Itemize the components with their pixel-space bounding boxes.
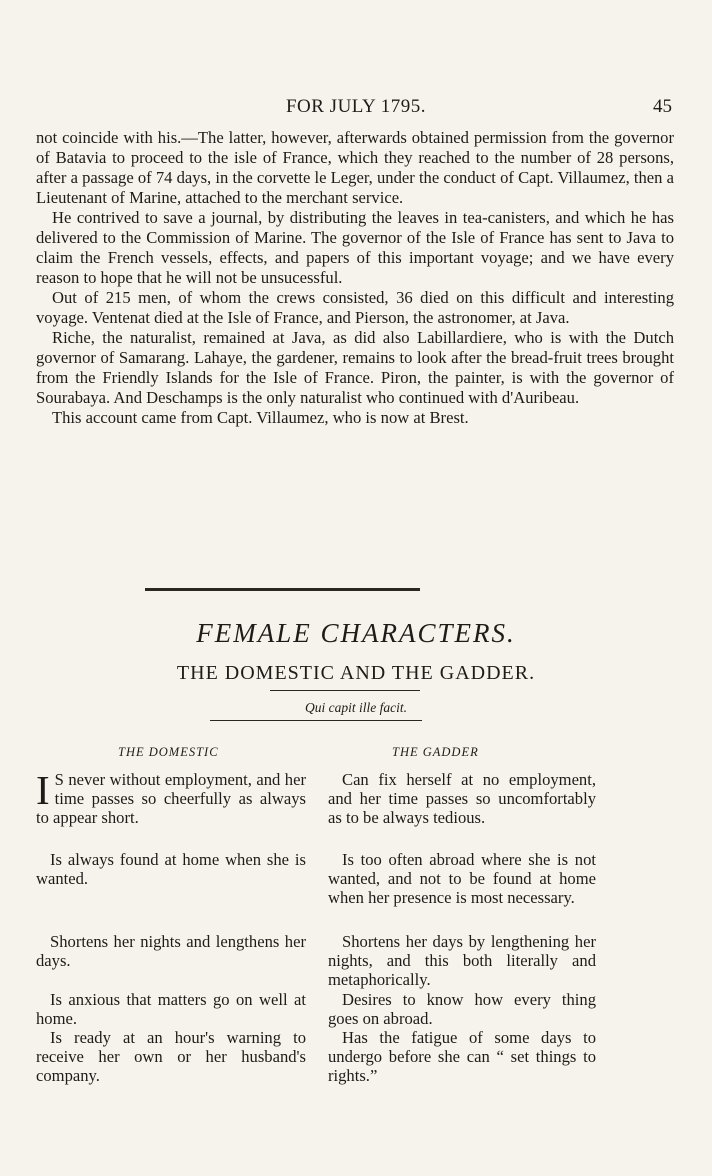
paragraph: Out of 215 men, of whom the crews consisted, 36 died on this difficult and interesting voyage. Ventenat died at the Isle of France, and Pierson, the astronomer, at Java. xyxy=(36,288,674,327)
paragraph: This account came from Capt. Villaumez, who is now at Brest. xyxy=(52,408,469,427)
gadder-text: Is too often abroad where she is not wanted, and not to be found at home when her presence is most necessary. xyxy=(328,850,596,907)
column-heading-gadder: THE GADDER xyxy=(392,745,479,759)
gadder-text: Shortens her days by lengthening her nights, and this both literally and metaphorically. xyxy=(328,932,596,989)
motto-rule xyxy=(210,720,422,721)
gadder-item xyxy=(328,1028,596,1085)
paragraph: He contrived to save a journal, by distributing the leaves in tea-canisters, and which he has delivered to the Commission of Marine. The governor of the Isle of France has sent to Java to claim the French vessels, effects, and papers of this important voyage; and we have every reason to hope that he will not be unsucessful. xyxy=(36,208,674,287)
section-subtitle: THE DOMESTIC AND THE GADDER. xyxy=(176,662,536,684)
gadder-item xyxy=(328,932,596,989)
motto: Qui capit ille facit. xyxy=(305,700,407,715)
domestic-text: Is anxious that matters go on well at home. xyxy=(36,990,306,1028)
domestic-text: S never without employment, and her time passes so cheerfully as always to appear short. xyxy=(36,770,306,827)
gadder-text: Has the fatigue of some days to undergo before she can “ set things to rights.” xyxy=(328,1028,596,1085)
column-heading-domestic: THE DOMESTIC xyxy=(118,745,219,759)
domestic-item xyxy=(36,1028,306,1085)
page-number: 45 xyxy=(653,96,672,117)
domestic-item xyxy=(36,767,306,827)
domestic-item xyxy=(36,990,306,1028)
page-header xyxy=(36,96,676,126)
domestic-item xyxy=(36,932,306,970)
drop-cap: I xyxy=(36,767,50,813)
domestic-item xyxy=(36,850,306,888)
article-body xyxy=(36,128,674,428)
domestic-text: Is ready at an hour's warning to receive her own or her husband's company. xyxy=(36,1028,306,1085)
section-title: FEMALE CHARACTERS. xyxy=(196,618,516,648)
domestic-text: Is always found at home when she is wanted. xyxy=(36,850,306,888)
gadder-text: Can fix herself at no employment, and her time passes so uncomfortably as to be always tedious. xyxy=(328,770,596,827)
section-divider xyxy=(145,588,420,591)
gadder-item xyxy=(328,850,596,907)
paragraph: not coincide with his.—The latter, however, afterwards obtained permission from the governor of Batavia to proceed to the isle of France, which they reached to the number of 28 persons, after a passage of 74 days, in the corvette le Leger, under the conduct of Capt. Villaumez, then a Lieutenant of Marine, attached to the merchant service. xyxy=(36,128,674,207)
gadder-item xyxy=(328,770,596,827)
gadder-item xyxy=(328,990,596,1028)
domestic-text: Shortens her nights and lengthens her days. xyxy=(36,932,306,970)
gadder-text: Desires to know how every thing goes on abroad. xyxy=(328,990,596,1028)
running-head: FOR JULY 1795. xyxy=(285,96,427,117)
subtitle-rule xyxy=(270,690,420,691)
paragraph: Riche, the naturalist, remained at Java, as did also Labillardiere, who is with the Dutch governor of Samarang. Lahaye, the gardener, remains to look after the bread-fruit trees brought from the Friendly Islands for the Isle of France. Piron, the painter, is with the governor of Sourabaya. And Deschamps is the only naturalist who continued with d'Auribeau. xyxy=(36,328,674,407)
